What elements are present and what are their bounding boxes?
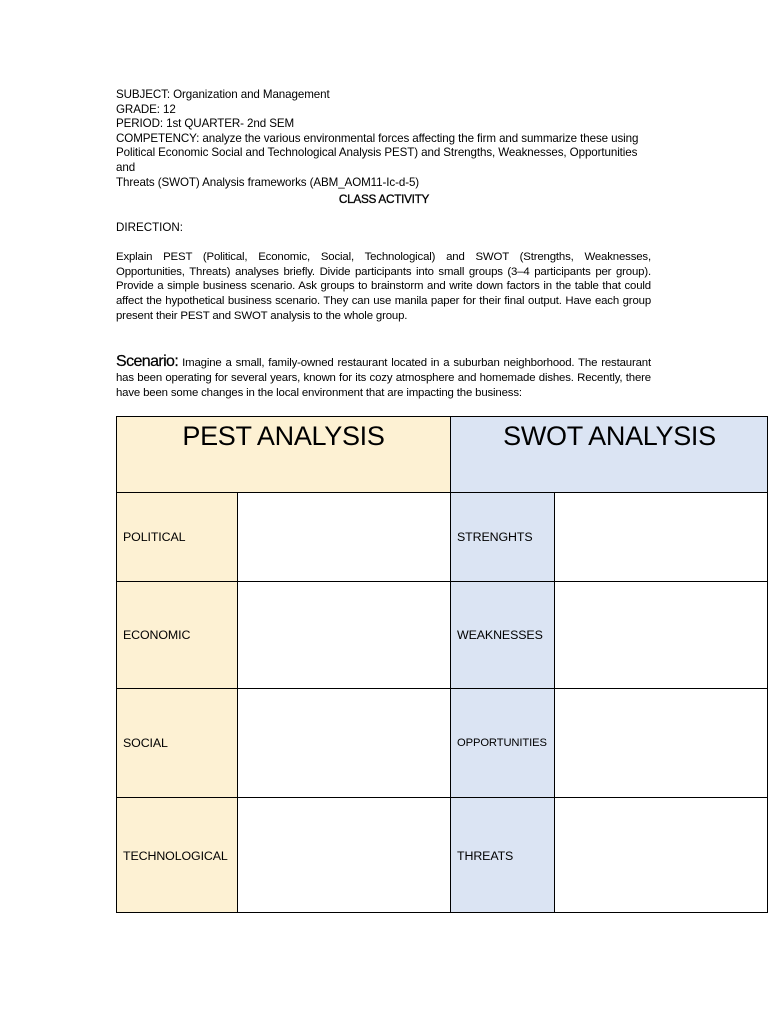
swot-label-opportunities: OPPORTUNITIES	[450, 688, 554, 797]
swot-input-threats[interactable]	[554, 797, 768, 913]
activity-title: CLASS ACTIVITY	[338, 192, 430, 206]
swot-input-strengths[interactable]	[554, 492, 768, 581]
pest-input-social[interactable]	[237, 688, 450, 797]
competency-line-1: COMPETENCY: analyze the various environmental forces affecting the firm and summarize these using	[116, 131, 639, 145]
pest-label-technological: TECHNOLOGICAL	[116, 797, 237, 913]
pest-analysis-header: PEST ANALYSIS	[116, 416, 450, 492]
competency-line-3: Threats (SWOT) Analysis frameworks (ABM_AOM11-Ic-d-5)	[116, 175, 420, 189]
analysis-table	[116, 416, 768, 913]
grade-line: GRADE: 12	[116, 102, 176, 116]
scenario-label: Scenario:	[116, 353, 179, 370]
swot-label-strengths: STRENGHTS	[450, 492, 554, 581]
document-header	[116, 88, 652, 190]
period-line: PERIOD: 1st QUARTER- 2nd SEM	[116, 117, 295, 131]
direction-paragraph: Explain PEST (Political, Economic, Social, Technological) and SWOT (Strengths, Weaknesses, Opportunities, Threats) analyses briefly. Divide participants into small groups (3–4 participants per group). Provide a simple business scenario. Ask groups to brainstorm and write down factors in the table that could affect the hypothetical business scenario. They can use manila paper for their final output. Have each group present their PEST and SWOT analysis to the whole group.	[116, 251, 651, 322]
subject-line: SUBJECT: Organization and Management	[116, 88, 330, 101]
pest-label-economic: ECONOMIC	[116, 581, 237, 688]
pest-input-political[interactable]	[237, 492, 450, 581]
swot-input-opportunities[interactable]	[554, 688, 768, 797]
scenario-paragraph	[116, 354, 651, 401]
swot-label-weaknesses: WEAKNESSES	[450, 581, 554, 688]
competency-line-2: Political Economic Social and Technological Analysis PEST) and Strengths, Weaknesses, Opportunities and	[116, 146, 638, 174]
pest-input-technological[interactable]	[237, 797, 450, 913]
scenario-text: Imagine a small, family-owned restaurant located in a suburban neighborhood. The restaurant has been operating for several years, known for its cozy atmosphere and homemade dishes. Recently, there have been some changes in the local environment that are impacting the business:	[116, 357, 651, 399]
pest-input-economic[interactable]	[237, 581, 450, 688]
swot-input-weaknesses[interactable]	[554, 581, 768, 688]
direction-label: DIRECTION:	[116, 221, 183, 234]
swot-analysis-header: SWOT ANALYSIS	[450, 416, 768, 492]
pest-label-political: POLITICAL	[116, 492, 237, 581]
pest-label-social: SOCIAL	[116, 688, 237, 797]
swot-label-threats: THREATS	[450, 797, 554, 913]
